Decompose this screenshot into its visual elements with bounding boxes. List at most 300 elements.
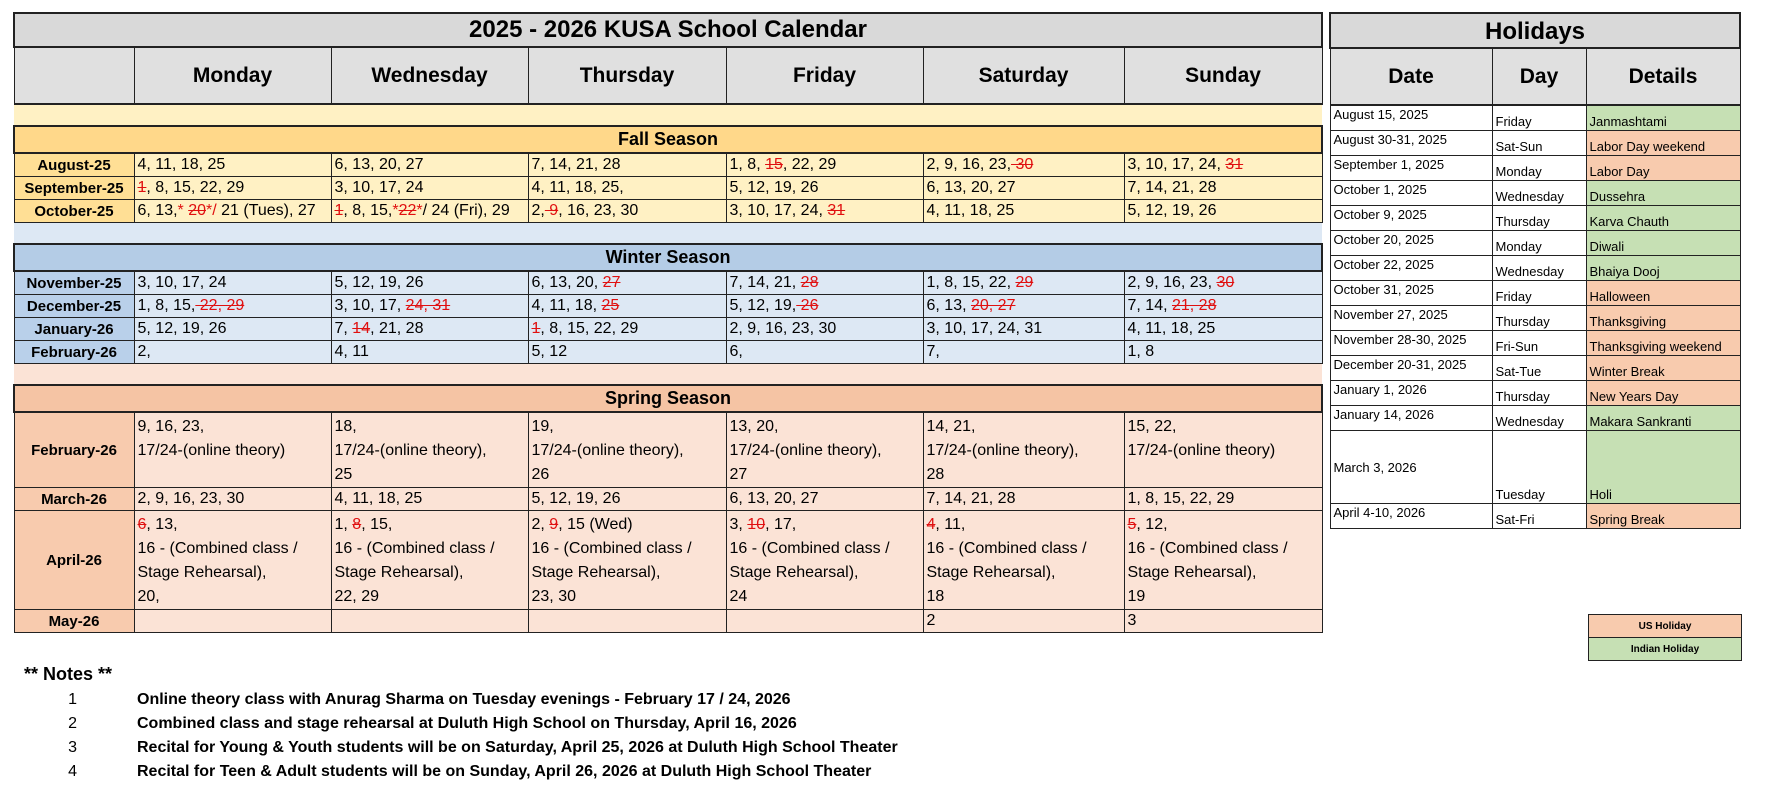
legend-indian-holiday: Indian Holiday [1589,638,1742,661]
holiday-details: Makara Sankranti [1586,406,1740,431]
cancelled-date: 31 [827,202,846,219]
date-text: 25 [334,466,353,483]
calendar-row [14,200,1322,223]
date-text: 20, [137,588,160,605]
class-dates-cell [134,511,331,610]
date-text: * [416,202,423,219]
legend-us-holiday: US Holiday [1589,615,1742,638]
date-text: 5, 12, 19, 26 [1127,202,1217,219]
cancelled-date: 30 [1216,274,1235,291]
date-text: 17/24-(online theory), [926,442,1079,459]
date-text: , 21, 28 [370,320,424,337]
date-text: 1, 8, [729,156,766,173]
holidays-title: Holidays [1330,13,1740,48]
holiday-day: Tuesday [1492,431,1586,504]
note-text: Combined class and stage rehearsal at Duluth High School on Thursday, April 16, 2026 [137,715,797,732]
class-dates-cell [923,610,1124,633]
class-dates-cell [134,177,331,200]
season-gap [14,364,1322,386]
class-dates-cell [726,200,923,223]
date-text: 7, [926,343,940,360]
cancelled-date: 8 [352,516,362,533]
calendar-row [14,271,1322,295]
class-dates-cell [331,610,528,633]
cancelled-date: 28 [800,274,819,291]
date-text: 2, [531,516,550,533]
cancelled-date: 9 [544,202,559,219]
class-dates-cell [528,200,726,223]
date-text: * [392,202,399,219]
holiday-row [1330,256,1740,281]
holiday-date: August 15, 2025 [1330,105,1492,131]
cancelled-date: 22 [398,202,417,219]
date-text: 17/24-(online theory), [334,442,487,459]
holiday-day: Monday [1492,156,1586,181]
holiday-row [1330,431,1740,504]
date-text: 17/24-(online theory) [137,442,286,459]
holiday-details: New Years Day [1586,381,1740,406]
cancelled-date: 22, 29 [195,297,245,314]
month-label: January-26 [14,318,134,341]
holiday-details: Diwali [1586,231,1740,256]
holiday-day: Fri-Sun [1492,331,1586,356]
date-text: 4, 11, 18, 25 [926,202,1015,219]
note-item [24,760,1124,784]
calendar-row [14,488,1322,511]
holiday-day: Wednesday [1492,406,1586,431]
date-text: 5, 12 [531,343,568,360]
date-text: 6, [729,343,743,360]
date-text: Stage Rehearsal), [531,564,661,581]
holiday-date: October 1, 2025 [1330,181,1492,206]
cancelled-date: 1 [137,179,147,196]
date-text: , 16, 23, 30 [558,202,639,219]
spring-season-label: Spring Season [14,385,1322,412]
month-label: February-26 [14,341,134,364]
holiday-row [1330,381,1740,406]
note-number: 1 [68,691,77,708]
calendar-row [14,511,1322,610]
note-item [24,688,1124,712]
date-text: , 17, [765,516,797,533]
notes-section [24,664,1124,784]
holiday-day: Sat-Sun [1492,131,1586,156]
day-header-friday: Friday [726,47,923,104]
date-text: 7, 14, 21, 28 [1127,179,1217,196]
date-text: 5, 12, 19, 26 [137,320,227,337]
class-dates-cell [528,488,726,511]
date-text: */ [206,202,217,219]
date-text: 1, 8, 15, 22, [926,274,1016,291]
cancelled-date: 25 [601,297,620,314]
date-text: 16 - (Combined class / [926,540,1087,557]
holiday-row [1330,504,1740,529]
note-number: 4 [68,763,77,780]
holiday-date: November 27, 2025 [1330,306,1492,331]
holiday-date: August 30-31, 2025 [1330,131,1492,156]
class-dates-cell [331,271,528,295]
cancelled-date: 14 [352,320,371,337]
date-text: 19, [531,418,554,435]
fall-season-label: Fall Season [14,126,1322,153]
date-text: 22, 29 [334,588,379,605]
date-text: 5, 12, 19, 26 [334,274,424,291]
holiday-row [1330,156,1740,181]
note-number: 3 [68,739,77,756]
date-text: 4, 11 [334,343,369,360]
class-dates-cell [134,488,331,511]
class-dates-cell [1124,200,1322,223]
holiday-row [1330,331,1740,356]
holiday-day: Wednesday [1492,181,1586,206]
cancelled-date: 21, 28 [1171,297,1217,314]
month-label: May-26 [14,610,134,633]
class-dates-cell [528,177,726,200]
class-dates-cell [726,488,923,511]
cancelled-date: 1 [531,320,541,337]
class-dates-cell [134,610,331,633]
date-text: 3, 10, 17, [334,297,406,314]
holiday-date: January 14, 2026 [1330,406,1492,431]
month-label: October-25 [14,200,134,223]
holiday-date: October 20, 2025 [1330,231,1492,256]
holiday-date: October 31, 2025 [1330,281,1492,306]
holiday-details: Holi [1586,431,1740,504]
date-text: * [177,202,189,219]
class-dates-cell [923,412,1124,488]
calendar-row [14,318,1322,341]
date-text: 6, 13, [926,297,971,314]
date-text: 18, [334,418,357,435]
date-text: 3, 10, 17, 24, [1127,156,1226,173]
holiday-details: Labor Day [1586,156,1740,181]
date-text: , 8, 15, 22, 29 [146,179,245,196]
date-text: / 24 (Fri), 29 [422,202,510,219]
date-text: , 15 (Wed) [558,516,633,533]
date-text: 1, 8, 15, 22, 29 [1127,490,1235,507]
date-text: 4, 11, 18, 25 [1127,320,1216,337]
class-dates-cell [528,318,726,341]
class-dates-cell [726,271,923,295]
holiday-date: January 1, 2026 [1330,381,1492,406]
class-dates-cell [331,511,528,610]
class-dates-cell [1124,341,1322,364]
date-text: , 13, [146,516,178,533]
date-text: Stage Rehearsal), [334,564,464,581]
class-dates-cell [528,295,726,318]
class-dates-cell [726,610,923,633]
class-dates-cell [528,271,726,295]
holiday-date: September 1, 2025 [1330,156,1492,181]
month-label: February-26 [14,412,134,488]
holiday-row [1330,105,1740,131]
date-text: 6, 13, [137,202,178,219]
holiday-row [1330,281,1740,306]
winter-season-label: Winter Season [14,244,1322,271]
month-label: March-26 [14,488,134,511]
month-label: August-25 [14,153,134,177]
cancelled-date: 15 [765,156,783,173]
holiday-details: Thanksgiving weekend [1586,331,1740,356]
holiday-details: Labor Day weekend [1586,131,1740,156]
holiday-date: April 4-10, 2026 [1330,504,1492,529]
holiday-details: Janmashtami [1586,105,1740,131]
class-dates-cell [923,177,1124,200]
holiday-date: November 28-30, 2025 [1330,331,1492,356]
class-dates-cell [923,488,1124,511]
holiday-row [1330,131,1740,156]
date-text: Stage Rehearsal), [729,564,859,581]
holidays-header-details: Details [1586,48,1740,105]
date-text: 1, 8, 15, [137,297,196,314]
class-dates-cell [726,412,923,488]
holiday-day: Thursday [1492,381,1586,406]
holiday-date: October 22, 2025 [1330,256,1492,281]
class-dates-cell [528,341,726,364]
note-text: Recital for Young & Youth students will be on Saturday, April 25, 2026 at Duluth High School Theater [137,739,898,756]
date-text: 19 [1127,588,1146,605]
date-text: 16 - (Combined class / [334,540,495,557]
date-text: 6, 13, 20, [531,274,603,291]
holidays-header-row [1330,48,1740,105]
class-dates-cell [134,200,331,223]
class-dates-cell [923,511,1124,610]
class-dates-cell [134,318,331,341]
cancelled-date: 24, 31 [405,297,451,314]
class-dates-cell [528,511,726,610]
class-dates-cell [726,177,923,200]
class-dates-cell [1124,511,1322,610]
note-text: Recital for Teen & Adult students will be on Sunday, April 26, 2026 at Duluth High School Theater [137,763,872,780]
date-text: 17/24-(online theory) [1127,442,1276,459]
date-text: , 12, [1136,516,1168,533]
holiday-date: March 3, 2026 [1330,431,1492,504]
class-dates-cell [923,318,1124,341]
date-text: 16 - (Combined class / [531,540,692,557]
class-dates-cell [923,153,1124,177]
holiday-row [1330,206,1740,231]
day-header-blank [14,47,134,104]
class-dates-cell [331,200,528,223]
fall-season-header [14,126,1322,153]
day-header-row [14,47,1322,104]
date-text: 7, 14, 21, 28 [926,490,1016,507]
holidays-table [1329,12,1741,529]
date-text: 3, 10, 17, 24, [729,202,828,219]
notes-title: ** Notes ** [24,664,113,684]
class-dates-cell [1124,488,1322,511]
date-text: 24 [729,588,748,605]
date-text: 28 [926,466,945,483]
cancelled-date: 5 [1127,516,1137,533]
date-text: 9, 16, 23, [137,418,205,435]
date-text: 4, 11, 18, [531,297,602,314]
date-text: 16 - (Combined class / [729,540,890,557]
date-text: 6, 13, 20, 27 [729,490,819,507]
class-dates-cell [134,295,331,318]
date-text: 3, 10, 17, 24 [137,274,227,291]
date-text: Stage Rehearsal), [926,564,1056,581]
day-header-wednesday: Wednesday [331,47,528,104]
class-dates-cell [331,177,528,200]
holidays-header-date: Date [1330,48,1492,105]
month-label: December-25 [14,295,134,318]
month-label: November-25 [14,271,134,295]
date-text: 4, 11, 18, 25, [531,179,624,196]
date-text: 7, 14, [1127,297,1172,314]
holidays-header-day: Day [1492,48,1586,105]
calendar-row [14,610,1322,633]
month-label: September-25 [14,177,134,200]
spring-season-header [14,385,1322,412]
date-text: 4, 11, 18, 25 [137,156,226,173]
holiday-details: Bhaiya Dooj [1586,256,1740,281]
date-text: 17/24-(online theory), [531,442,684,459]
gap-cell [14,223,1322,245]
class-dates-cell [528,153,726,177]
date-text: , 15, [361,516,393,533]
holiday-row [1330,406,1740,431]
season-gap [14,223,1322,245]
date-text: 5, 12, 19, 26 [729,179,819,196]
cancelled-date: 6 [137,516,147,533]
class-dates-cell [331,295,528,318]
class-dates-cell [331,412,528,488]
holiday-legend [1588,614,1742,661]
date-text: 16 - (Combined class / [1127,540,1288,557]
day-header-monday: Monday [134,47,331,104]
date-text: 3, 10, 17, 24 [334,179,424,196]
date-text: 2, 9, 16, 23, [926,156,1012,173]
holiday-day: Sat-Fri [1492,504,1586,529]
class-dates-cell [923,271,1124,295]
day-header-thursday: Thursday [528,47,726,104]
date-text: 26 [531,466,550,483]
notes-list [24,688,1124,784]
class-dates-cell [1124,295,1322,318]
class-dates-cell [134,271,331,295]
holiday-row [1330,181,1740,206]
class-dates-cell [134,341,331,364]
class-dates-cell [528,610,726,633]
cancelled-date: 31 [1225,156,1244,173]
class-dates-cell [331,153,528,177]
date-text: 2, 9, 16, 23, 30 [729,320,837,337]
date-text: 2 [926,612,936,629]
date-text: 14, 21, [926,418,976,435]
date-text: 1, [334,516,353,533]
date-text: 7, 14, 21, [729,274,801,291]
class-dates-cell [1124,318,1322,341]
date-text: 13, 20, [729,418,779,435]
date-text: 3, [729,516,748,533]
date-text: 6, 13, 20, 27 [926,179,1016,196]
date-text: Stage Rehearsal), [137,564,267,581]
date-text: 7, [334,320,353,337]
class-dates-cell [726,341,923,364]
date-text: 16 - (Combined class / [137,540,298,557]
date-text: , 22, 29 [782,156,837,173]
class-dates-cell [923,341,1124,364]
date-text: 15, 22, [1127,418,1177,435]
cancelled-date: 27 [602,274,621,291]
holiday-details: Winter Break [1586,356,1740,381]
class-dates-cell [331,488,528,511]
date-text: 18 [926,588,945,605]
gap-cell [14,364,1322,386]
cancelled-date: 1 [334,202,344,219]
date-text: 2, 9, 16, 23, 30 [137,490,245,507]
holiday-date: October 9, 2025 [1330,206,1492,231]
date-text: 7, 14, 21, 28 [531,156,621,173]
holiday-day: Thursday [1492,306,1586,331]
calendar-row [14,153,1322,177]
class-dates-cell [726,318,923,341]
holiday-details: Karva Chauth [1586,206,1740,231]
class-dates-cell [923,200,1124,223]
class-dates-cell [331,318,528,341]
note-text: Online theory class with Anurag Sharma on Tuesday evenings - February 17 / 24, 2026 [137,691,791,708]
cancelled-date: 9 [549,516,559,533]
class-dates-cell [1124,177,1322,200]
class-dates-cell [1124,271,1322,295]
class-dates-cell [134,153,331,177]
class-dates-cell [1124,610,1322,633]
date-text: 2, [137,343,151,360]
date-text: 4, 11, 18, 25 [334,490,423,507]
date-text: 3 [1127,612,1137,629]
class-dates-cell [726,295,923,318]
date-text: 1, 8 [1127,343,1155,360]
cancelled-date: 20, 27 [970,297,1016,314]
cancelled-date: 20 [188,202,206,219]
holiday-row [1330,306,1740,331]
date-text: Stage Rehearsal), [1127,564,1257,581]
date-text: 2, [531,202,545,219]
date-text: 3, 10, 17, 24, 31 [926,320,1043,337]
winter-season-header [14,244,1322,271]
date-text: 23, 30 [531,588,576,605]
season-gap [14,104,1322,126]
day-header-saturday: Saturday [923,47,1124,104]
class-dates-cell [1124,412,1322,488]
date-text: , 8, 15, 22, 29 [540,320,639,337]
calendar-row [14,295,1322,318]
date-text: , 8, 15, [343,202,393,219]
school-calendar-table [13,12,1323,633]
cancelled-date: 26 [796,297,819,314]
cancelled-date: 30 [1011,156,1034,173]
holiday-date: December 20-31, 2025 [1330,356,1492,381]
date-text: 17/24-(online theory), [729,442,882,459]
class-dates-cell [726,511,923,610]
class-dates-cell [528,412,726,488]
class-dates-cell [923,295,1124,318]
holiday-row [1330,356,1740,381]
holiday-day: Thursday [1492,206,1586,231]
holiday-day: Sat-Tue [1492,356,1586,381]
note-number: 2 [68,715,77,732]
date-text: 5, 12, 19, 26 [531,490,621,507]
day-header-sunday: Sunday [1124,47,1322,104]
holiday-details: Thanksgiving [1586,306,1740,331]
gap-cell [14,104,1322,126]
holiday-details: Halloween [1586,281,1740,306]
calendar-row [14,177,1322,200]
holiday-day: Wednesday [1492,256,1586,281]
cancelled-date: 10 [747,516,766,533]
date-text: 27 [729,466,748,483]
